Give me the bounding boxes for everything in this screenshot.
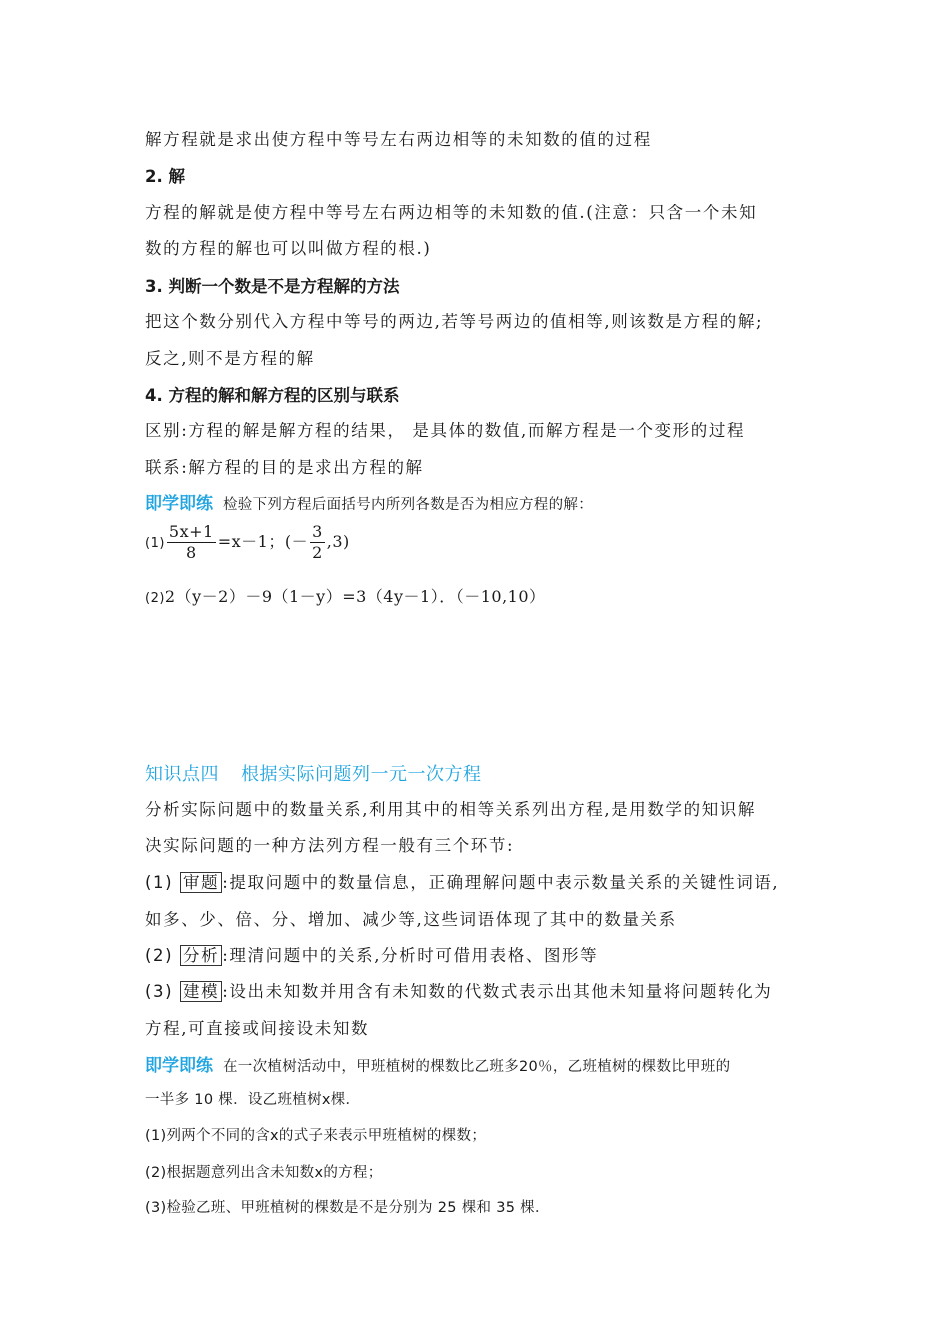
- step1-text: :提取问题中的数量信息，正确理解问题中表示数量关系的关键性词语,: [222, 873, 780, 892]
- step3-continuation: 方程,可直接或间接设未知数: [145, 1019, 370, 1038]
- practice1-tag: 即学即练: [145, 494, 213, 514]
- q2-label: (2): [145, 591, 165, 606]
- section4-paragraph-line1: 分析实际问题中的数量关系,利用其中的相等关系列出方程,是用数学的知识解: [145, 800, 756, 819]
- step1-number: (1): [145, 873, 174, 892]
- step1-continuation: 如多、少、倍、分、增加、减少等,这些词语体现了其中的数量关系: [145, 910, 677, 929]
- q1-label: (1): [145, 536, 165, 551]
- practice2-tag: 即学即练: [145, 1056, 213, 1076]
- step3-line: [145, 978, 772, 1002]
- heading-difference-connection: 4. 方程的解和解方程的区别与联系: [145, 386, 400, 405]
- practice2-continuation: 一半多 10 棵．设乙班植树x棵．: [145, 1092, 361, 1108]
- difference-line: 区别:方程的解是解方程的结果， 是具体的数值,而解方程是一个变形的过程: [145, 421, 746, 440]
- step3-text: :设出未知数并用含有未知数的代数式表示出其他未知量将问题转化为: [222, 982, 773, 1001]
- section4-title: [145, 760, 482, 786]
- heading-solution: 2. 解: [145, 167, 185, 186]
- practice1-intro: [145, 489, 593, 514]
- connection-line: 联系:解方程的目的是求出方程的解: [145, 458, 424, 477]
- practice1-question1: [145, 522, 350, 563]
- practice2-intro: [145, 1051, 730, 1076]
- step2-number: (2): [145, 946, 174, 965]
- practice1-instruction: 检验下列方程后面括号内所列各数是否为相应方程的解：: [223, 497, 593, 513]
- step3-number: (3): [145, 982, 174, 1001]
- q1-denominator: 8: [185, 543, 197, 562]
- step1-line: [145, 869, 779, 893]
- q1-fraction: [167, 522, 216, 563]
- step2-text: :理清问题中的关系,分析时可借用表格、图形等: [222, 946, 599, 965]
- q1-tail: ,3): [326, 532, 350, 551]
- q1-candidate-fraction: [310, 522, 325, 563]
- section4-paragraph-line2: 决实际问题的一种方法列方程一般有三个环节:: [145, 836, 515, 855]
- section4-title-text: 根据实际问题列一元一次方程: [241, 764, 482, 785]
- step1-keyword: 审题: [180, 872, 222, 893]
- step2-line: [145, 942, 598, 966]
- practice1-question2: [145, 584, 546, 607]
- step2-keyword: 分析: [180, 945, 222, 966]
- heading-judge-method: 3. 判断一个数是不是方程解的方法: [145, 277, 400, 296]
- practice2-question2: (2)根据题意列出含未知数x的方程；: [145, 1165, 383, 1181]
- q2-equation: 2（y－2）－9（1－y）=3（4y－1）．（－10,10）: [164, 587, 546, 606]
- q1-candidate-denominator: 2: [312, 543, 323, 562]
- judge-method-line2: 反之,则不是方程的解: [145, 349, 315, 368]
- practice2-question3: (3)检验乙班、甲班植树的棵数是不是分别为 25 棵和 35 棵．: [145, 1200, 550, 1216]
- definition-solving-equation: 解方程就是求出使方程中等号左右两边相等的未知数的值的过程: [145, 130, 652, 149]
- q1-numerator: 5x+1: [168, 522, 214, 541]
- practice2-question1: (1)列两个不同的含x的式子来表示甲班植树的棵数；: [145, 1128, 487, 1144]
- q1-rhs: =x－1；(－: [217, 532, 309, 551]
- definition-solution-line2: 数的方程的解也可以叫做方程的根.): [145, 239, 432, 258]
- q1-candidate-numerator: 3: [312, 522, 323, 541]
- practice2-text: 在一次植树活动中，甲班植树的棵数比乙班多20％，乙班植树的棵数比甲班的: [223, 1059, 731, 1075]
- step3-keyword: 建模: [180, 981, 222, 1002]
- section4-title-number: 知识点四: [145, 764, 219, 785]
- definition-solution-line1: 方程的解就是使方程中等号左右两边相等的未知数的值.(注意：只含一个未知: [145, 203, 758, 222]
- judge-method-line1: 把这个数分别代入方程中等号的两边,若等号两边的值相等,则该数是方程的解;: [145, 312, 764, 331]
